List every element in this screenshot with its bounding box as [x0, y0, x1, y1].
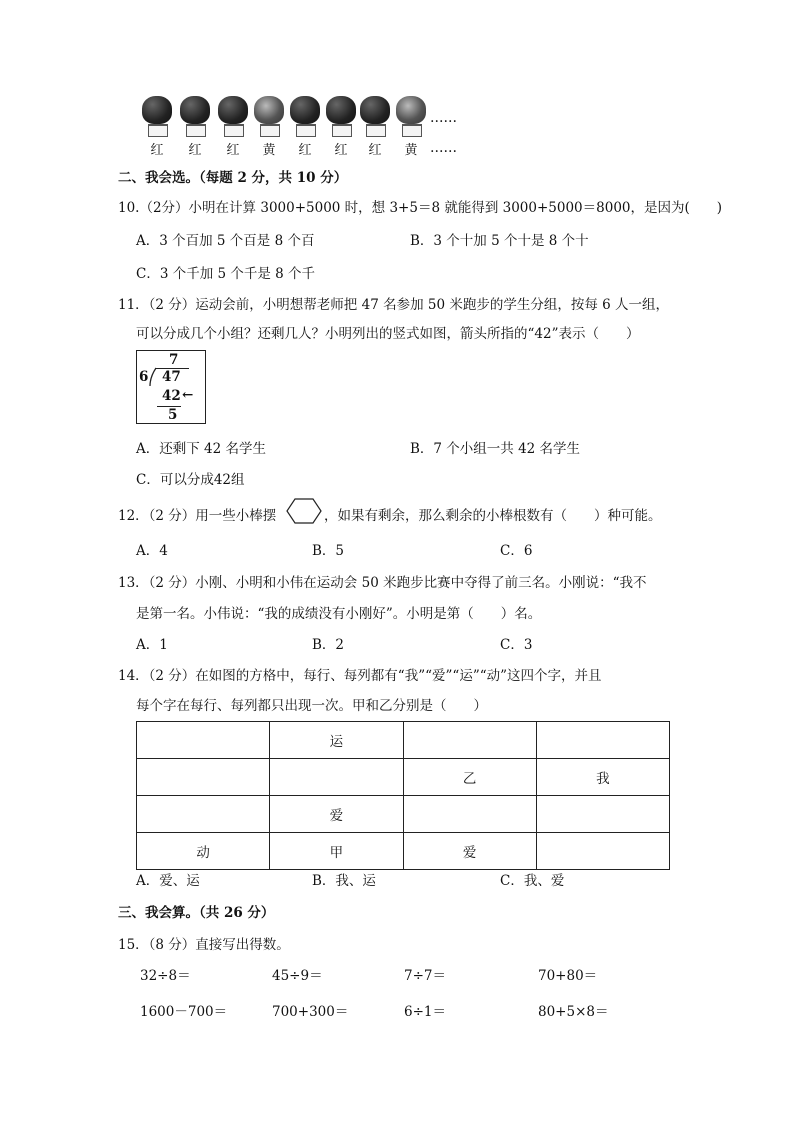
leaves-icon	[142, 96, 172, 124]
flower-pot	[252, 94, 286, 160]
flower-pot	[178, 94, 212, 160]
ellipsis-top: ……	[430, 110, 457, 126]
plant-label: 黄	[262, 143, 276, 158]
calc-item: 80+5×8＝	[538, 1004, 609, 1020]
flower-pot	[140, 94, 174, 160]
leaves-icon	[290, 96, 320, 124]
quotient: 7	[169, 352, 179, 368]
plant-label: 红	[188, 143, 202, 158]
divisor: 6	[139, 369, 149, 385]
grid-cell	[403, 722, 536, 759]
pot-icon	[402, 124, 422, 137]
calc-item: 1600－700＝	[140, 1004, 228, 1020]
q11-option-a[interactable]: A．还剩下 42 名学生	[136, 441, 267, 457]
grid-row	[137, 759, 670, 796]
q12-stem-before: 12．（2 分）用一些小棒摆	[118, 508, 277, 524]
q14-option-a[interactable]: A．爱、运	[136, 873, 200, 889]
q15-stem: 15．（8 分）直接写出得数。	[118, 937, 290, 953]
grid-cell: 爱	[270, 796, 403, 833]
grid-cell-jia: 甲	[270, 833, 403, 870]
plant-label: 红	[334, 143, 348, 158]
grid-cell	[137, 722, 270, 759]
q11-stem-line1: 11．（2 分）运动会前，小明想帮老师把 47 名参加 50 米跑步的学生分组，按每 6 人一组，	[118, 297, 670, 313]
q13-option-b[interactable]: B．2	[312, 637, 345, 653]
grid-row	[137, 833, 670, 870]
calc-item: 700+300＝	[272, 1004, 349, 1020]
pot-icon	[332, 124, 352, 137]
remainder: 5	[168, 407, 178, 423]
grid-cell	[536, 833, 669, 870]
q14-stem-line2: 每个字在每行、每列都只出现一次。甲和乙分别是（ ）	[136, 698, 487, 714]
grid-cell: 我	[536, 759, 669, 796]
calc-item: 7÷7＝	[404, 968, 446, 984]
q14-option-c[interactable]: C．我、爱	[500, 873, 565, 889]
calc-item: 6÷1＝	[404, 1004, 446, 1020]
q13-option-a[interactable]: A．1	[136, 637, 168, 653]
q11-option-c[interactable]: C．可以分成42组	[136, 472, 245, 488]
q13-stem-line2: 是第一名。小伟说：“我的成绩没有小刚好”。小明是第（ ）名。	[136, 606, 542, 622]
grid-cell: 运	[270, 722, 403, 759]
q12-stem-after: ，如果有剩余，那么剩余的小棒根数有（ ）种可能。	[324, 508, 662, 524]
section-2-title: 二、我会选。（每题 2 分，共 10 分）	[118, 170, 348, 186]
product-42: 42	[162, 388, 181, 404]
flower-pot	[394, 94, 428, 160]
flower-pot	[216, 94, 250, 160]
plant-label: 红	[150, 143, 164, 158]
arrow-icon: ←	[182, 387, 194, 403]
pot-icon	[186, 124, 206, 137]
pot-icon	[224, 124, 244, 137]
ellipsis-bottom: ……	[430, 140, 457, 156]
q10-option-b[interactable]: B．3 个十加 5 个十是 8 个十	[410, 233, 589, 249]
pot-icon	[296, 124, 316, 137]
grid-cell	[137, 796, 270, 833]
grid-row	[137, 722, 670, 759]
calc-item: 70+80＝	[538, 968, 598, 984]
q11-stem-line2: 可以分成几个小组？还剩几人？小明列出的竖式如图，箭头所指的“42”表示（ ）	[136, 326, 640, 342]
grid-cell	[536, 796, 669, 833]
grid-cell: 爱	[403, 833, 536, 870]
grid-cell-yi: 乙	[403, 759, 536, 796]
plant-label: 红	[226, 143, 240, 158]
q11-option-b[interactable]: B．7 个小组一共 42 名学生	[410, 441, 581, 457]
q10-stem: 10.（2分）小明在计算 3000+5000 时，想 3+5＝8 就能得到 3000+5000＝8000，是因为( )	[118, 200, 723, 216]
q14-stem-line1: 14．（2 分）在如图的方格中，每行、每列都有“我”“爱”“运”“动”这四个字，并且	[118, 668, 602, 684]
hexagon-icon	[286, 498, 322, 524]
division-bracket-icon	[149, 367, 157, 387]
q12-option-a[interactable]: A．4	[136, 543, 168, 559]
grid-cell: 动	[137, 833, 270, 870]
plant-label: 黄	[404, 143, 418, 158]
q14-option-b[interactable]: B．我、运	[312, 873, 376, 889]
flower-pots-figure	[136, 94, 460, 160]
grid-cell	[536, 722, 669, 759]
plant-label: 红	[368, 143, 382, 158]
leaves-icon	[218, 96, 248, 124]
q10-option-c[interactable]: C．3 个千加 5 个千是 8 个千	[136, 266, 316, 282]
q10-option-a[interactable]: A．3 个百加 5 个百是 8 个百	[136, 233, 315, 249]
flower-pot	[358, 94, 392, 160]
pot-icon	[148, 124, 168, 137]
latin-square-grid	[136, 721, 670, 870]
plant-label: 红	[298, 143, 312, 158]
leaves-icon	[360, 96, 390, 124]
pot-icon	[260, 124, 280, 137]
long-division-figure	[136, 350, 206, 424]
grid-cell	[403, 796, 536, 833]
leaves-icon	[180, 96, 210, 124]
grid-cell	[270, 759, 403, 796]
q12-option-c[interactable]: C．6	[500, 543, 533, 559]
calc-item: 45÷9＝	[272, 968, 323, 984]
grid-row	[137, 796, 670, 833]
section-3-title: 三、我会算。（共 26 分）	[118, 905, 275, 921]
pot-icon	[366, 124, 386, 137]
q12-option-b[interactable]: B．5	[312, 543, 345, 559]
dividend: 47	[162, 369, 181, 385]
calc-item: 32÷8＝	[140, 968, 191, 984]
q13-option-c[interactable]: C．3	[500, 637, 533, 653]
leaves-icon	[396, 96, 426, 124]
flower-pot	[324, 94, 358, 160]
leaves-icon	[326, 96, 356, 124]
q13-stem-line1: 13．（2 分）小刚、小明和小伟在运动会 50 米跑步比赛中夺得了前三名。小刚说：“我不	[118, 575, 647, 591]
grid-cell	[137, 759, 270, 796]
leaves-icon	[254, 96, 284, 124]
flower-pot	[288, 94, 322, 160]
